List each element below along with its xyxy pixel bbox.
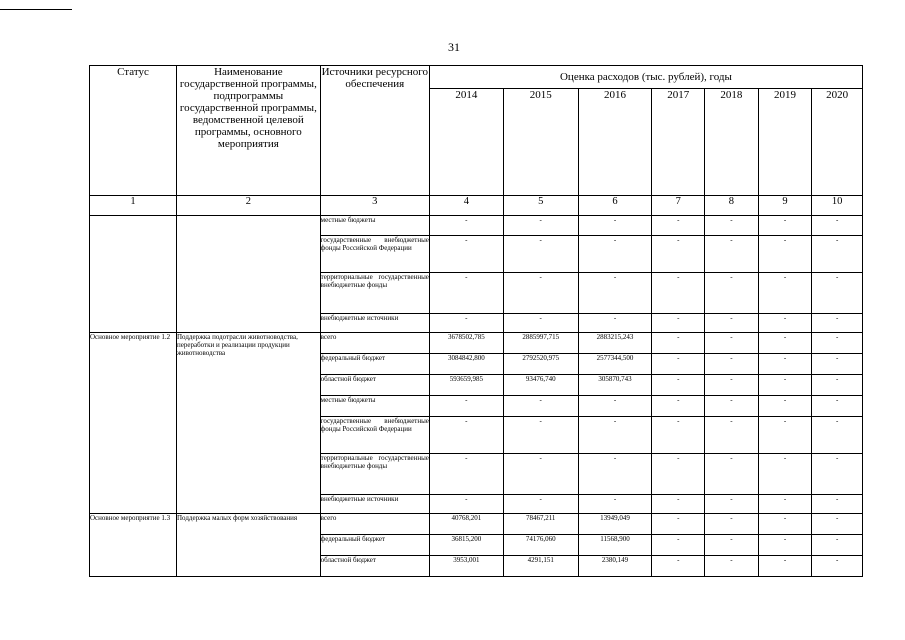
column-number: 1 (90, 196, 177, 216)
amount-cell: - (758, 354, 812, 375)
status-cell (90, 216, 177, 333)
amount-cell: - (429, 396, 503, 417)
expenses-table (89, 65, 863, 577)
amount-cell: - (429, 273, 503, 314)
amount-cell: 36815,200 (429, 535, 503, 556)
amount-cell: - (429, 417, 503, 454)
amount-cell: - (705, 375, 759, 396)
amount-cell: - (652, 333, 705, 354)
status-cell: Основное мероприятие 1.2 (90, 333, 177, 514)
funding-source: областной бюджет (320, 375, 429, 396)
amount-cell: - (705, 273, 759, 314)
amount-cell: - (812, 417, 863, 454)
amount-cell: - (429, 236, 503, 273)
amount-cell: - (812, 535, 863, 556)
amount-cell: - (429, 454, 503, 495)
funding-source: внебюджетные источники (320, 495, 429, 514)
amount-cell: 40768,201 (429, 514, 503, 535)
amount-cell: - (503, 236, 578, 273)
column-number: 4 (429, 196, 503, 216)
amount-cell: 2792520,975 (503, 354, 578, 375)
amount-cell: - (503, 495, 578, 514)
header-status: Статус (90, 66, 177, 196)
amount-cell: 2885997,715 (503, 333, 578, 354)
program-name-cell: Поддержка подотрасли животноводства, переработки и реализации продукции животноводства (177, 333, 321, 514)
amount-cell: 78467,211 (503, 514, 578, 535)
amount-cell: - (652, 514, 705, 535)
amount-cell: - (812, 375, 863, 396)
amount-cell: - (578, 454, 652, 495)
amount-cell: - (812, 314, 863, 333)
column-number: 6 (578, 196, 652, 216)
amount-cell: - (429, 495, 503, 514)
amount-cell: - (705, 333, 759, 354)
table-row (90, 333, 863, 354)
amount-cell: - (652, 236, 705, 273)
amount-cell: - (652, 354, 705, 375)
funding-source: федеральный бюджет (320, 535, 429, 556)
column-number-row (90, 196, 863, 216)
amount-cell: - (812, 556, 863, 577)
header-sources: Источники ресурсного обеспечения (320, 66, 429, 196)
amount-cell: - (705, 556, 759, 577)
amount-cell: - (758, 236, 812, 273)
header-year: 2017 (652, 89, 705, 196)
amount-cell: - (758, 556, 812, 577)
amount-cell: - (705, 396, 759, 417)
funding-source: территориальные государственные внебюджетные фонды (320, 454, 429, 495)
amount-cell: 3953,001 (429, 556, 503, 577)
funding-source: государственные внебюджетные фонды Российской Федерации (320, 236, 429, 273)
column-number: 5 (503, 196, 578, 216)
top-rule (0, 9, 72, 10)
amount-cell: - (705, 216, 759, 236)
amount-cell: - (812, 273, 863, 314)
page-number: 31 (448, 40, 460, 54)
header-year: 2019 (758, 89, 812, 196)
amount-cell: - (812, 396, 863, 417)
funding-source: государственные внебюджетные фонды Российской Федерации (320, 417, 429, 454)
amount-cell: 593659,985 (429, 375, 503, 396)
amount-cell: - (758, 514, 812, 535)
amount-cell: 93476,740 (503, 375, 578, 396)
column-number: 9 (758, 196, 812, 216)
amount-cell: 305870,743 (578, 375, 652, 396)
amount-cell: - (578, 314, 652, 333)
amount-cell: 2577344,500 (578, 354, 652, 375)
amount-cell: 13949,049 (578, 514, 652, 535)
amount-cell: - (812, 495, 863, 514)
amount-cell: - (758, 396, 812, 417)
amount-cell: - (705, 454, 759, 495)
amount-cell: - (578, 236, 652, 273)
amount-cell: - (578, 273, 652, 314)
amount-cell: - (503, 454, 578, 495)
amount-cell: - (652, 454, 705, 495)
amount-cell: - (758, 375, 812, 396)
amount-cell: - (578, 216, 652, 236)
amount-cell: - (758, 454, 812, 495)
amount-cell: - (578, 495, 652, 514)
amount-cell: - (705, 495, 759, 514)
amount-cell: - (652, 216, 705, 236)
column-number: 2 (177, 196, 321, 216)
table-row (90, 514, 863, 535)
amount-cell: - (578, 396, 652, 417)
funding-source: местные бюджеты (320, 216, 429, 236)
program-name-cell: Поддержка малых форм хозяйствования (177, 514, 321, 577)
amount-cell: 74176,060 (503, 535, 578, 556)
amount-cell: - (705, 417, 759, 454)
funding-source: внебюджетные источники (320, 314, 429, 333)
program-name-cell (177, 216, 321, 333)
amount-cell: - (758, 314, 812, 333)
amount-cell: - (758, 417, 812, 454)
amount-cell: 11568,900 (578, 535, 652, 556)
header-row-top (90, 66, 863, 89)
amount-cell: - (758, 273, 812, 314)
amount-cell: - (812, 454, 863, 495)
amount-cell: - (758, 535, 812, 556)
amount-cell: - (812, 236, 863, 273)
amount-cell: - (578, 417, 652, 454)
column-number: 7 (652, 196, 705, 216)
header-year: 2020 (812, 89, 863, 196)
header-year: 2014 (429, 89, 503, 196)
table-row (90, 216, 863, 236)
header-costs: Оценка расходов (тыс. рублей), годы (429, 66, 862, 89)
amount-cell: - (429, 314, 503, 333)
amount-cell: - (812, 216, 863, 236)
amount-cell: - (812, 354, 863, 375)
amount-cell: - (758, 216, 812, 236)
amount-cell: - (812, 333, 863, 354)
amount-cell: - (652, 535, 705, 556)
amount-cell: - (758, 333, 812, 354)
amount-cell: - (652, 495, 705, 514)
funding-source: областной бюджет (320, 556, 429, 577)
amount-cell: - (705, 314, 759, 333)
amount-cell: 2380,149 (578, 556, 652, 577)
column-number: 8 (705, 196, 759, 216)
amount-cell: - (652, 396, 705, 417)
amount-cell: - (652, 375, 705, 396)
amount-cell: - (503, 396, 578, 417)
funding-source: федеральный бюджет (320, 354, 429, 375)
amount-cell: - (503, 273, 578, 314)
funding-source: местные бюджеты (320, 396, 429, 417)
amount-cell: - (503, 314, 578, 333)
funding-source: территориальные государственные внебюджетные фонды (320, 273, 429, 314)
header-year: 2015 (503, 89, 578, 196)
header-year: 2018 (705, 89, 759, 196)
amount-cell: - (652, 273, 705, 314)
amount-cell: - (503, 216, 578, 236)
amount-cell: - (652, 314, 705, 333)
amount-cell: - (705, 354, 759, 375)
amount-cell: 4291,151 (503, 556, 578, 577)
amount-cell: - (429, 216, 503, 236)
amount-cell: - (652, 417, 705, 454)
funding-source: всего (320, 333, 429, 354)
column-number: 10 (812, 196, 863, 216)
amount-cell: - (758, 495, 812, 514)
amount-cell: - (503, 417, 578, 454)
amount-cell: 3084842,800 (429, 354, 503, 375)
amount-cell: - (652, 556, 705, 577)
amount-cell: 2883215,243 (578, 333, 652, 354)
amount-cell: - (705, 514, 759, 535)
amount-cell: 3678502,785 (429, 333, 503, 354)
status-cell: Основное мероприятие 1.3 (90, 514, 177, 577)
column-number: 3 (320, 196, 429, 216)
amount-cell: - (705, 236, 759, 273)
amount-cell: - (812, 514, 863, 535)
header-year: 2016 (578, 89, 652, 196)
funding-source: всего (320, 514, 429, 535)
amount-cell: - (705, 535, 759, 556)
header-name: Наименование государственной программы, подпрограммы государственной программы, ведомственной целевой программы, основного мероприятия (177, 66, 321, 196)
